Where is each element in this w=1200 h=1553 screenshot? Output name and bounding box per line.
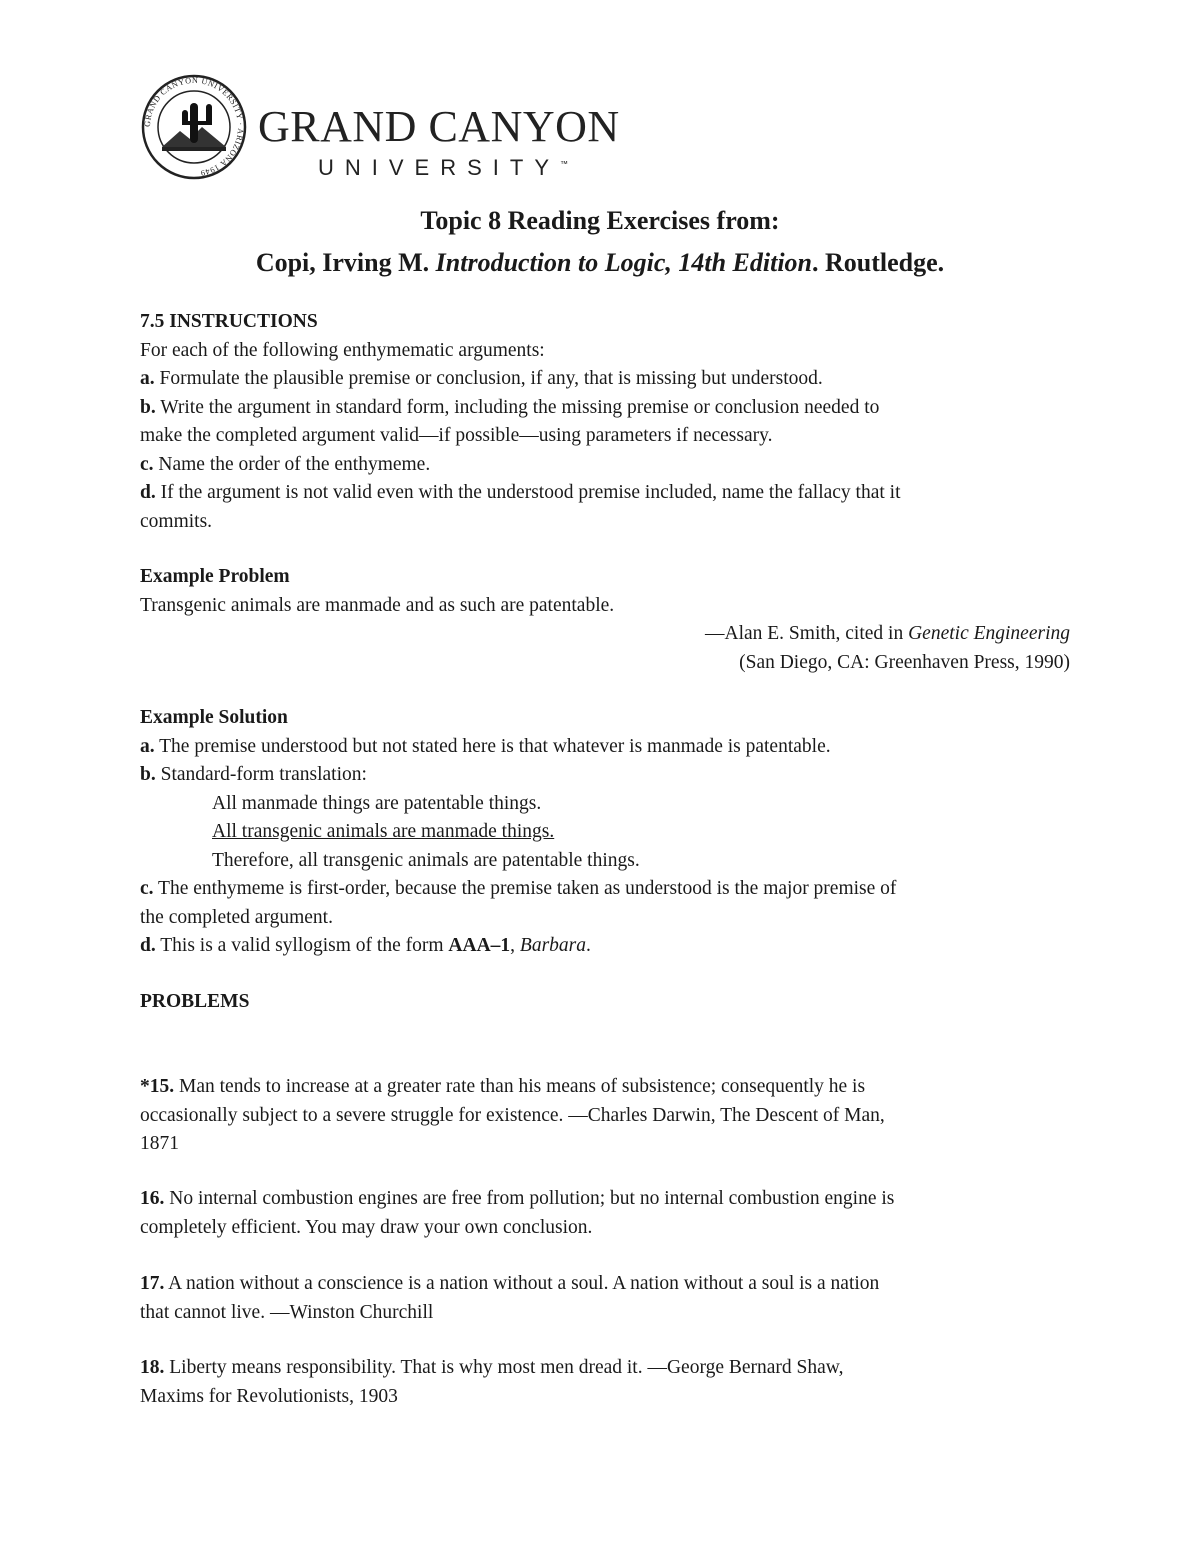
example-problem-text: Transgenic animals are manmade and as such are patentable. [140,594,615,616]
solution-item-c-cont: the completed argument. [140,906,333,928]
instructions-heading: 7.5 INSTRUCTIONS [140,311,318,332]
problem-number: *15. [140,1076,175,1097]
seal-text: GRAND CANYON UNIVERSITY · ARIZONA 1949 [142,75,246,178]
syllogism-conclusion: Therefore, all transgenic animals are patentable things. [212,849,640,871]
problem-16: 16. No internal combustion engines are free from pollution; but no internal combustion engine is completely efficient. You may draw your own conclusion. [140,1188,895,1238]
instruction-item-d: d. If the argument is not valid even with the understood premise included, name the fallacy that it [140,482,901,503]
example-problem-heading: Example Problem [140,566,290,587]
example-problem-citation: —Alan E. Smith, cited in Genetic Engineering [704,623,1070,644]
instruction-item-a: a. Formulate the plausible premise or conclusion, if any, that is missing but understood. [140,368,823,389]
university-seal-icon [140,73,248,181]
solution-item-d: d. This is a valid syllogism of the form AAA–1, Barbara. [140,935,591,956]
problem-17: 17. A nation without a conscience is a nation without a soul. A nation without a soul is a nation that cannot live. —Winston Churchill [140,1273,880,1323]
example-problem-citation-publisher: (San Diego, CA: Greenhaven Press, 1990) [739,651,1070,673]
university-name: GRAND CANYON [258,102,620,151]
university-subname: UNIVERSITY™ [318,155,569,180]
problems-heading: PROBLEMS [140,991,250,1012]
instructions-intro: For each of the following enthymematic arguments: [140,339,545,361]
syllogism-minor-premise: All transgenic animals are manmade things. [212,821,555,842]
instruction-item-b: b. Write the argument in standard form, including the missing premise or conclusion needed to [140,396,880,418]
instruction-item-c: c. Name the order of the enthymeme. [140,453,431,475]
problem-number: 16. [140,1188,165,1209]
problems-heading-block [140,988,1070,1017]
problem-15: *15. Man tends to increase at a greater rate than his means of subsistence; consequently he is occasionally subject to a severe struggle for existence. —Charles Darwin, The Descent of Man, 1871 [140,1076,885,1154]
instruction-item-b-cont: make the completed argument valid—if possible—using parameters if necessary. [140,425,773,446]
problem-number: 17. [140,1273,165,1294]
example-solution-section [140,704,1070,961]
example-problem-section [140,563,1070,677]
document-title-line2: Copi, Irving M. Introduction to Logic, 14th Edition. Routledge. [255,248,945,277]
syllogism-major-premise: All manmade things are patentable things. [212,792,542,814]
problem-18: 18. Liberty means responsibility. That is why most men dread it. —George Bernard Shaw, Maxims for Revolutionists, 1903 [140,1357,844,1407]
solution-item-b: b. Standard-form translation: [140,764,367,785]
instruction-item-d-cont: commits. [140,510,213,532]
problem-number: 18. [140,1357,165,1378]
university-logo [140,73,620,183]
instructions-section [140,308,1070,536]
solution-item-a: a. The premise understood but not stated here is that whatever is manmade is patentable. [140,735,831,757]
document-title-line1: Topic 8 Reading Exercises from: [420,206,780,235]
solution-item-c: c. The enthymeme is first-order, because the premise taken as understood is the major premise of [140,878,897,899]
example-solution-heading: Example Solution [140,707,288,728]
